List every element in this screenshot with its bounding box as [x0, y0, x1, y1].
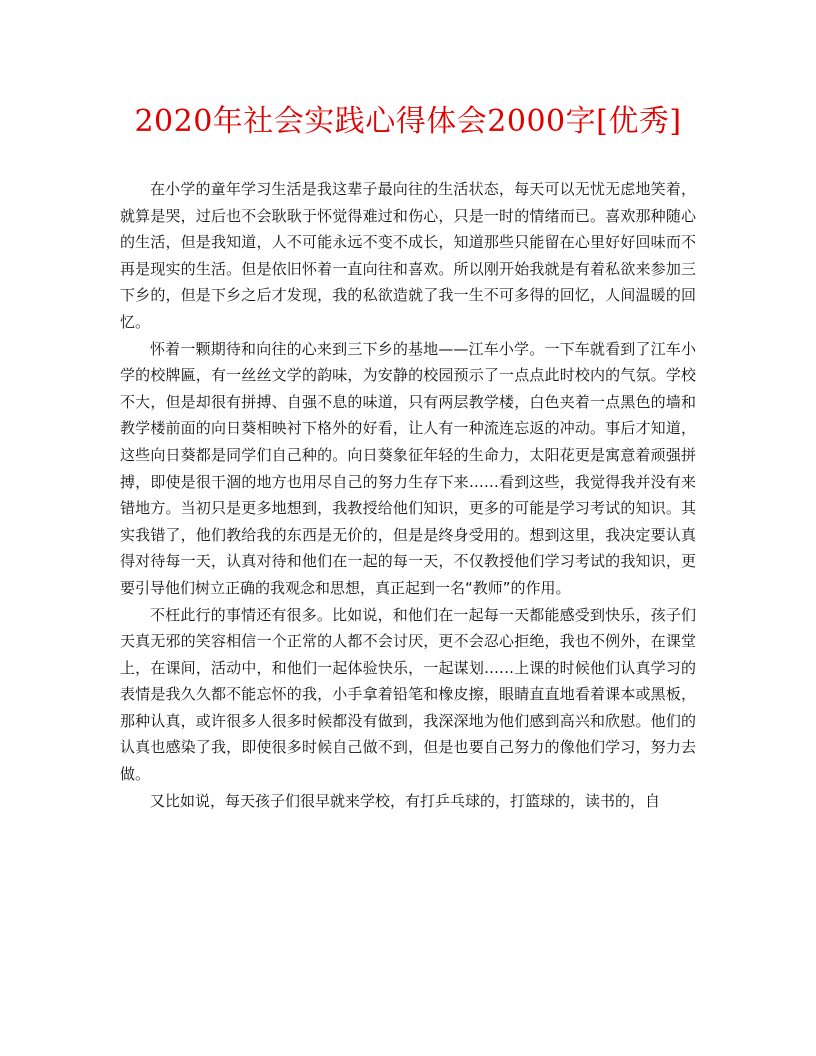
- document-title: 2020年社会实践心得体会2000字[优秀]: [134, 104, 682, 139]
- paragraph-1: 在小学的童年学习生活是我这辈子最向往的生活状态，每天可以无忧无虑地笑着，就算是哭，过后也不会耿耿于怀觉得难过和伤心，只是一时的情绪而已。喜欢那种随心的生活，但是我知道，人不可能永远不变不成长，知道那些只能留在心里好好回味而不再是现实的生活。但是依旧怀着一直向往和喜欢。所以刚开始我就是有着私欲来参加三下乡的，但是下乡之后才发现，我的私欲造就了我一生不可多得的回忆，人间温暖的回忆。: [120, 180, 696, 331]
- paragraph-3: 不枉此行的事情还有很多。比如说，和他们在一起每一天都能感受到快乐，孩子们天真无邪的笑容相信一个正常的人都不会讨厌，更不会忍心拒绝，我也不例外，在课堂上，在课间，活动中，和他们一起体验快乐，一起谋划……上课的时候他们认真学习的表情是我久久都不能忘怀的我，小手拿着铅笔和橡皮擦，眼睛直直地看着课本或黑板，那种认真，或许很多人很多时候都没有做到，我深深地为他们感到高兴和欣慰。他们的认真也感染了我，即使很多时候自己做不到，但是也要自己努力的像他们学习，努力去做。: [120, 605, 696, 784]
- document-body: [120, 176, 696, 814]
- paragraph-4: 又比如说，每天孩子们很早就来学校，有打乒乓球的，打篮球的，读书的，自: [150, 791, 661, 810]
- paragraph-2: 怀着一颗期待和向往的心来到三下乡的基地——江车小学。一下车就看到了江车小学的校牌匾，有一丝丝文学的韵味，为安静的校园预示了一点点此时校内的气氛。学校不大，但是却很有拼搏、自强不息的味道，只有两层教学楼，白色夹着一点黑色的墙和教学楼前面的向日葵相映衬下格外的好看，让人有一种流连忘返的冲动。事后才知道，这些向日葵都是同学们自己种的。向日葵象征年轻的生命力，太阳花更是寓意着顽强拼搏，即使是很干涸的地方也用尽自己的努力生存下来……看到这些，我觉得我并没有来错地方。当初只是更多地想到，我教授给他们知识，更多的可能是学习考试的知识。其实我错了，他们教给我的东西是无价的，但是是终身受用的。想到这里，我决定要认真得对待每一天，认真对待和他们在一起的每一天，不仅教授他们学习考试的我知识，更要引导他们树立正确的我观念和思想，真正起到一名“教师”的作用。: [120, 339, 696, 597]
